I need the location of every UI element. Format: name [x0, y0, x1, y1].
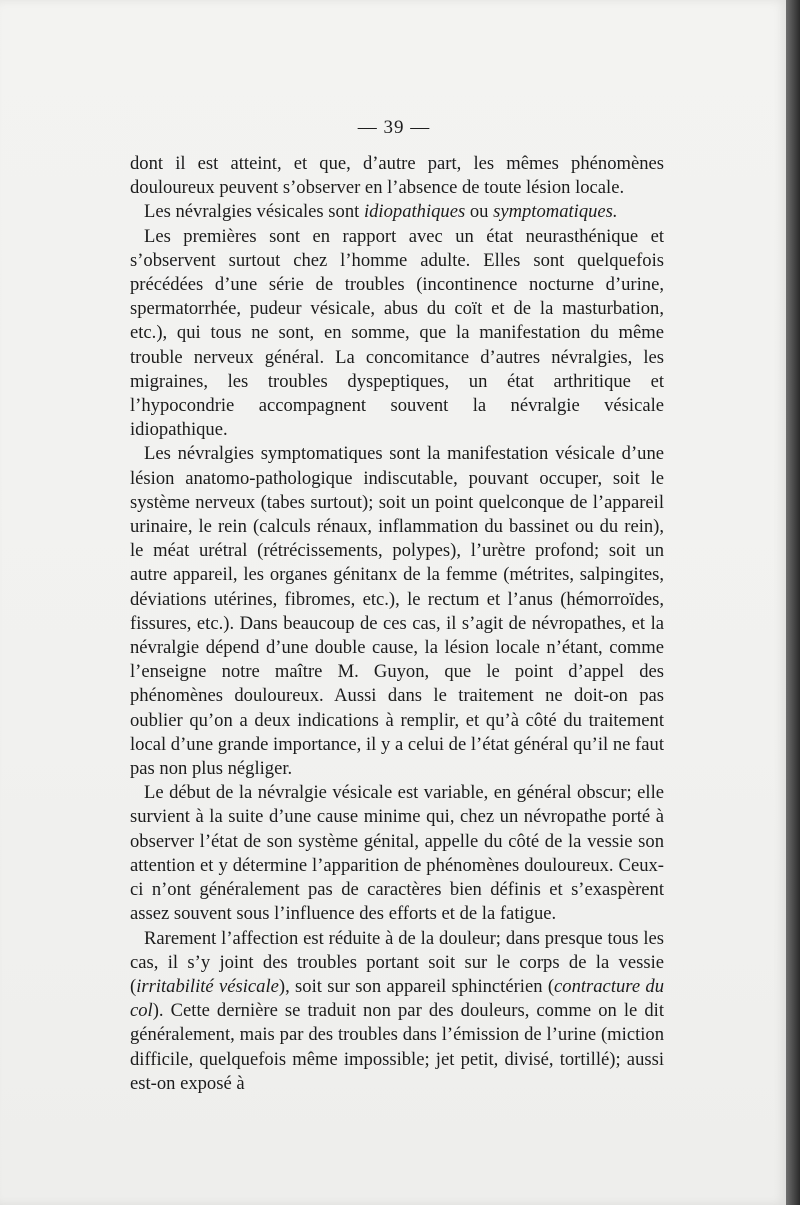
paragraph-6	[130, 927, 664, 1096]
italic-contracture-du-col: contracture du col	[130, 975, 664, 1022]
body-text	[130, 152, 664, 1096]
paragraph-4-text: Les névralgies symptomatiques sont la manifestation vésicale d’une lésion anatomo-pathologique indiscutable, pouvant occuper, soit le système nerveux (tabes surtout); soit un point quelconque de l’appareil urinaire, le rein (calculs rénaux, inflammation du bassinet ou du rein), le méat urétral (rétrécissements, polypes), l’urètre profond; soit un autre appareil, les organes génitanx de la femme (métrites, salpingites, déviations utérines, fibromes, etc.), le rectum et l’anus (hémorroïdes, fissures, etc.). Dans beaucoup de ces cas, il s’agit de névropathes, et la névralgie dépend d’une double cause, la lésion locale n’étant, comme l’enseigne notre maître M. Guyon, que le point d’appel des phénomènes douloureux. Aussi dans le traitement ne doit-on pas oublier qu’on a deux indications à remplir, et qu’à côté du traitement local d’une grande importance, il y a celui de l’état général qu’il ne faut pas non plus négliger.	[130, 443, 664, 780]
paragraph-4	[130, 442, 664, 781]
paragraph-2-text-2: ou	[465, 201, 494, 223]
paragraph-1-text: dont il est atteint, et que, d’autre part, les mêmes phénomènes douloureux peuvent s’observer en l’absence de toute lésion locale.	[130, 153, 664, 199]
paragraph-2	[130, 200, 664, 224]
paragraph-6-text-3: ). Cette dernière se traduit non par des douleurs, comme on le dit généralement, mais par des troubles dans l’émission de l’urine (miction difficile, quelquefois même impossible; jet petit, divisé, tortillé); aussi est-on exposé à	[130, 1000, 664, 1094]
paragraph-3-text: Les premières sont en rapport avec un état neurasthénique et s’observent surtout chez l’homme adulte. Elles sont quelquefois précédées d’une série de troubles (incontinence nocturne d’urine, spermatorrhée, pudeur vésicale, abus du coït et de la masturbation, etc.), qui tous ne sont, en somme, que la manifestation du même trouble nerveux général. La concomitance d’autres névralgies, les migraines, les troubles dyspeptiques, un état arthritique et l’hypocondrie accompagnent souvent la névralgie vésicale idiopathique.	[130, 225, 664, 441]
italic-idiopathiques: idiopathiques	[363, 201, 466, 223]
italic-irritabilite-vesicale: irritabilité vésicale	[136, 975, 279, 997]
paragraph-5	[130, 781, 664, 926]
scan-edge	[786, 0, 800, 1205]
paragraph-1	[130, 152, 664, 200]
paragraph-6-text-2: ), soit sur son appareil sphinctérien (	[278, 975, 555, 997]
paragraph-2-text-1: Les névralgies vésicales sont	[144, 201, 364, 223]
paragraph-3	[130, 225, 664, 443]
italic-symptomatiques: symptomatiques.	[493, 201, 618, 223]
page-number: — 39 —	[357, 117, 431, 138]
paragraph-6-text-1: Rarement l’affection est réduite à de la douleur; dans presque tous les cas, il s’y joint des troubles portant soit sur le corps de la vessie (	[130, 927, 664, 997]
paragraph-5-text: Le début de la névralgie vésicale est variable, en général obscur; elle survient à la suite d’une cause minime qui, chez un névropathe porté à observer l’état de son système génital, appelle du côté de la vessie son attention et y détermine l’apparition de phénomènes douloureux. Ceux-ci n’ont généralement pas de caractères bien définis et s’exaspèrent assez souvent sous l’influence des efforts et de la fatigue.	[130, 782, 664, 925]
